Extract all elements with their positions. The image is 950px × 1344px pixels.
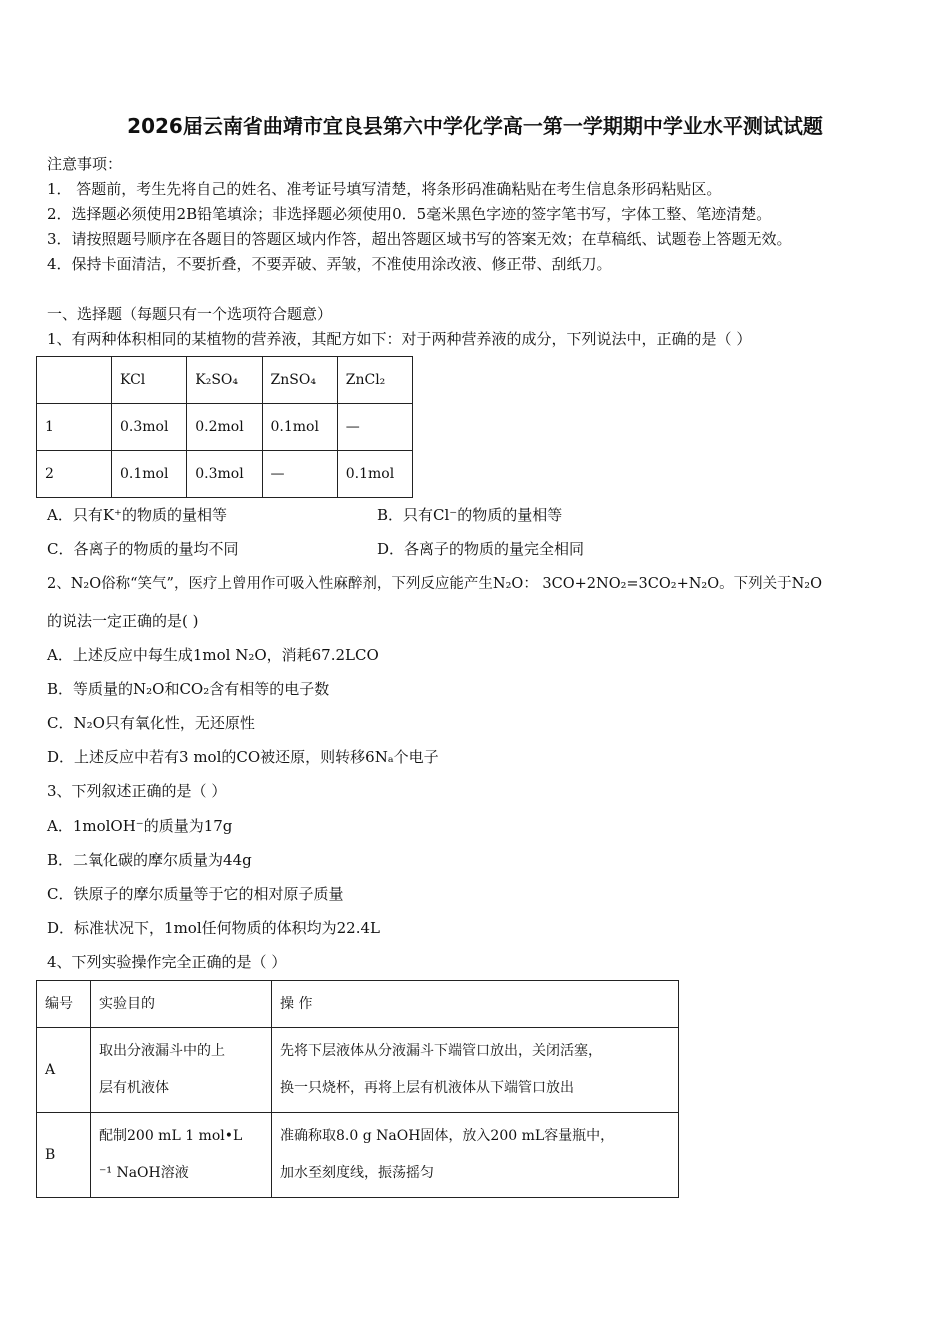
table-row [37,451,413,498]
table-cell-line: ⁻¹ NaOH溶液 [99,1165,189,1181]
question-2-stem: 2、N₂O俗称“笑气”，医疗上曾用作可吸入性麻醉剂，下列反应能产生N₂O： 3CO+2NO₂=3CO₂+N₂O。下列关于N₂O [47,576,822,592]
question-3-stem: 3、下列叙述正确的是（ ） [47,782,227,800]
q3-option-c[interactable]: C．铁原子的摩尔质量等于它的相对原子质量 [47,885,344,903]
table-row [37,1028,679,1113]
notice-item-1: 1． 答题前，考生先将自己的姓名、准考证号填写清楚，将条形码准确粘贴在考生信息条形码粘贴区。 [47,180,722,198]
table-cell: 0.3mol [187,451,262,498]
table-cell-line: 先将下层液体从分液漏斗下端管口放出，关闭活塞， [280,1043,602,1059]
nutrient-table [36,356,413,498]
table-cell: 0.1mol [112,451,187,498]
table-cell-line: 准确称取8.0 g NaOH固体，放入200 mL容量瓶中， [280,1128,615,1144]
table-cell-line: 取出分液漏斗中的上 [99,1043,225,1059]
table-header-cell: KCl [112,357,187,404]
table-cell: — [262,451,337,498]
q1-option-c[interactable]: C．各离子的物质的量均不同 [47,540,239,558]
table-header-cell: 编号 [37,981,91,1028]
table-header-cell [37,357,112,404]
table-cell-line: 加水至刻度线，振荡摇匀 [280,1165,434,1181]
question-4-stem: 4、下列实验操作完全正确的是（ ） [47,953,287,971]
q1-option-d[interactable]: D．各离子的物质的量完全相同 [377,540,585,558]
q1-option-b[interactable]: B．只有Cl⁻的物质的量相等 [377,506,563,524]
table-cell [91,1113,272,1198]
experiment-table [36,980,679,1198]
q3-option-d[interactable]: D．标准状况下，1mol任何物质的体积均为22.4L [47,919,380,937]
table-cell: 0.2mol [187,404,262,451]
q3-option-b[interactable]: B．二氧化碳的摩尔质量为44g [47,851,252,869]
notice-heading: 注意事项： [47,155,123,173]
q3-option-a[interactable]: A．1molOH⁻的质量为17g [47,817,233,835]
table-header-row [37,981,679,1028]
table-cell [91,1028,272,1113]
table-cell-line: 换一只烧杯，再将上层有机液体从下端管口放出 [280,1080,574,1096]
section-heading: 一、选择题（每题只有一个选项符合题意） [47,305,333,323]
q2-option-b[interactable]: B．等质量的N₂O和CO₂含有相等的电子数 [47,680,330,698]
q2-option-d[interactable]: D．上述反应中若有3 mol的CO被还原，则转移6Nₐ个电子 [47,748,439,766]
table-cell: 1 [37,404,112,451]
table-cell-line: 层有机液体 [99,1080,169,1096]
table-cell: 0.3mol [112,404,187,451]
table-cell: 2 [37,451,112,498]
q2-option-c[interactable]: C．N₂O只有氧化性，无还原性 [47,714,255,732]
table-header-cell: 操 作 [272,981,679,1028]
notice-item-4: 4．保持卡面清洁，不要折叠，不要弄破、弄皱，不准使用涂改液、修正带、刮纸刀。 [47,255,612,273]
table-cell-line: 配制200 mL 1 mol•L [99,1128,243,1144]
table-cell [272,1113,679,1198]
notice-item-2: 2．选择题必须使用2B铅笔填涂；非选择题必须使用0．5毫米黑色字迹的签字笔书写，字体工整、笔迹清楚。 [47,205,772,223]
table-header-cell: ZnSO₄ [262,357,337,404]
table-cell: A [37,1028,91,1113]
question-1-stem: 1、有两种体积相同的某植物的营养液，其配方如下：对于两种营养液的成分，下列说法中，正确的是（ ） [47,330,752,348]
table-cell [272,1028,679,1113]
table-cell: 0.1mol [337,451,412,498]
table-cell: B [37,1113,91,1198]
page-title: 2026届云南省曲靖市宜良县第六中学化学高一第一学期期中学业水平测试试题 [127,114,823,138]
question-2-stem-cont: 的说法一定正确的是( ) [47,612,199,630]
table-header-cell: K₂SO₄ [187,357,262,404]
table-header-row [37,357,413,404]
table-row [37,404,413,451]
q1-option-a[interactable]: A．只有K⁺的物质的量相等 [47,506,227,524]
table-header-cell: 实验目的 [91,981,272,1028]
table-cell: — [337,404,412,451]
table-cell: 0.1mol [262,404,337,451]
table-header-cell: ZnCl₂ [337,357,412,404]
notice-item-3: 3．请按照题号顺序在各题目的答题区域内作答，超出答题区域书写的答案无效；在草稿纸、试题卷上答题无效。 [47,230,792,248]
q2-option-a[interactable]: A．上述反应中每生成1mol N₂O，消耗67.2LCO [47,646,379,664]
table-row [37,1113,679,1198]
